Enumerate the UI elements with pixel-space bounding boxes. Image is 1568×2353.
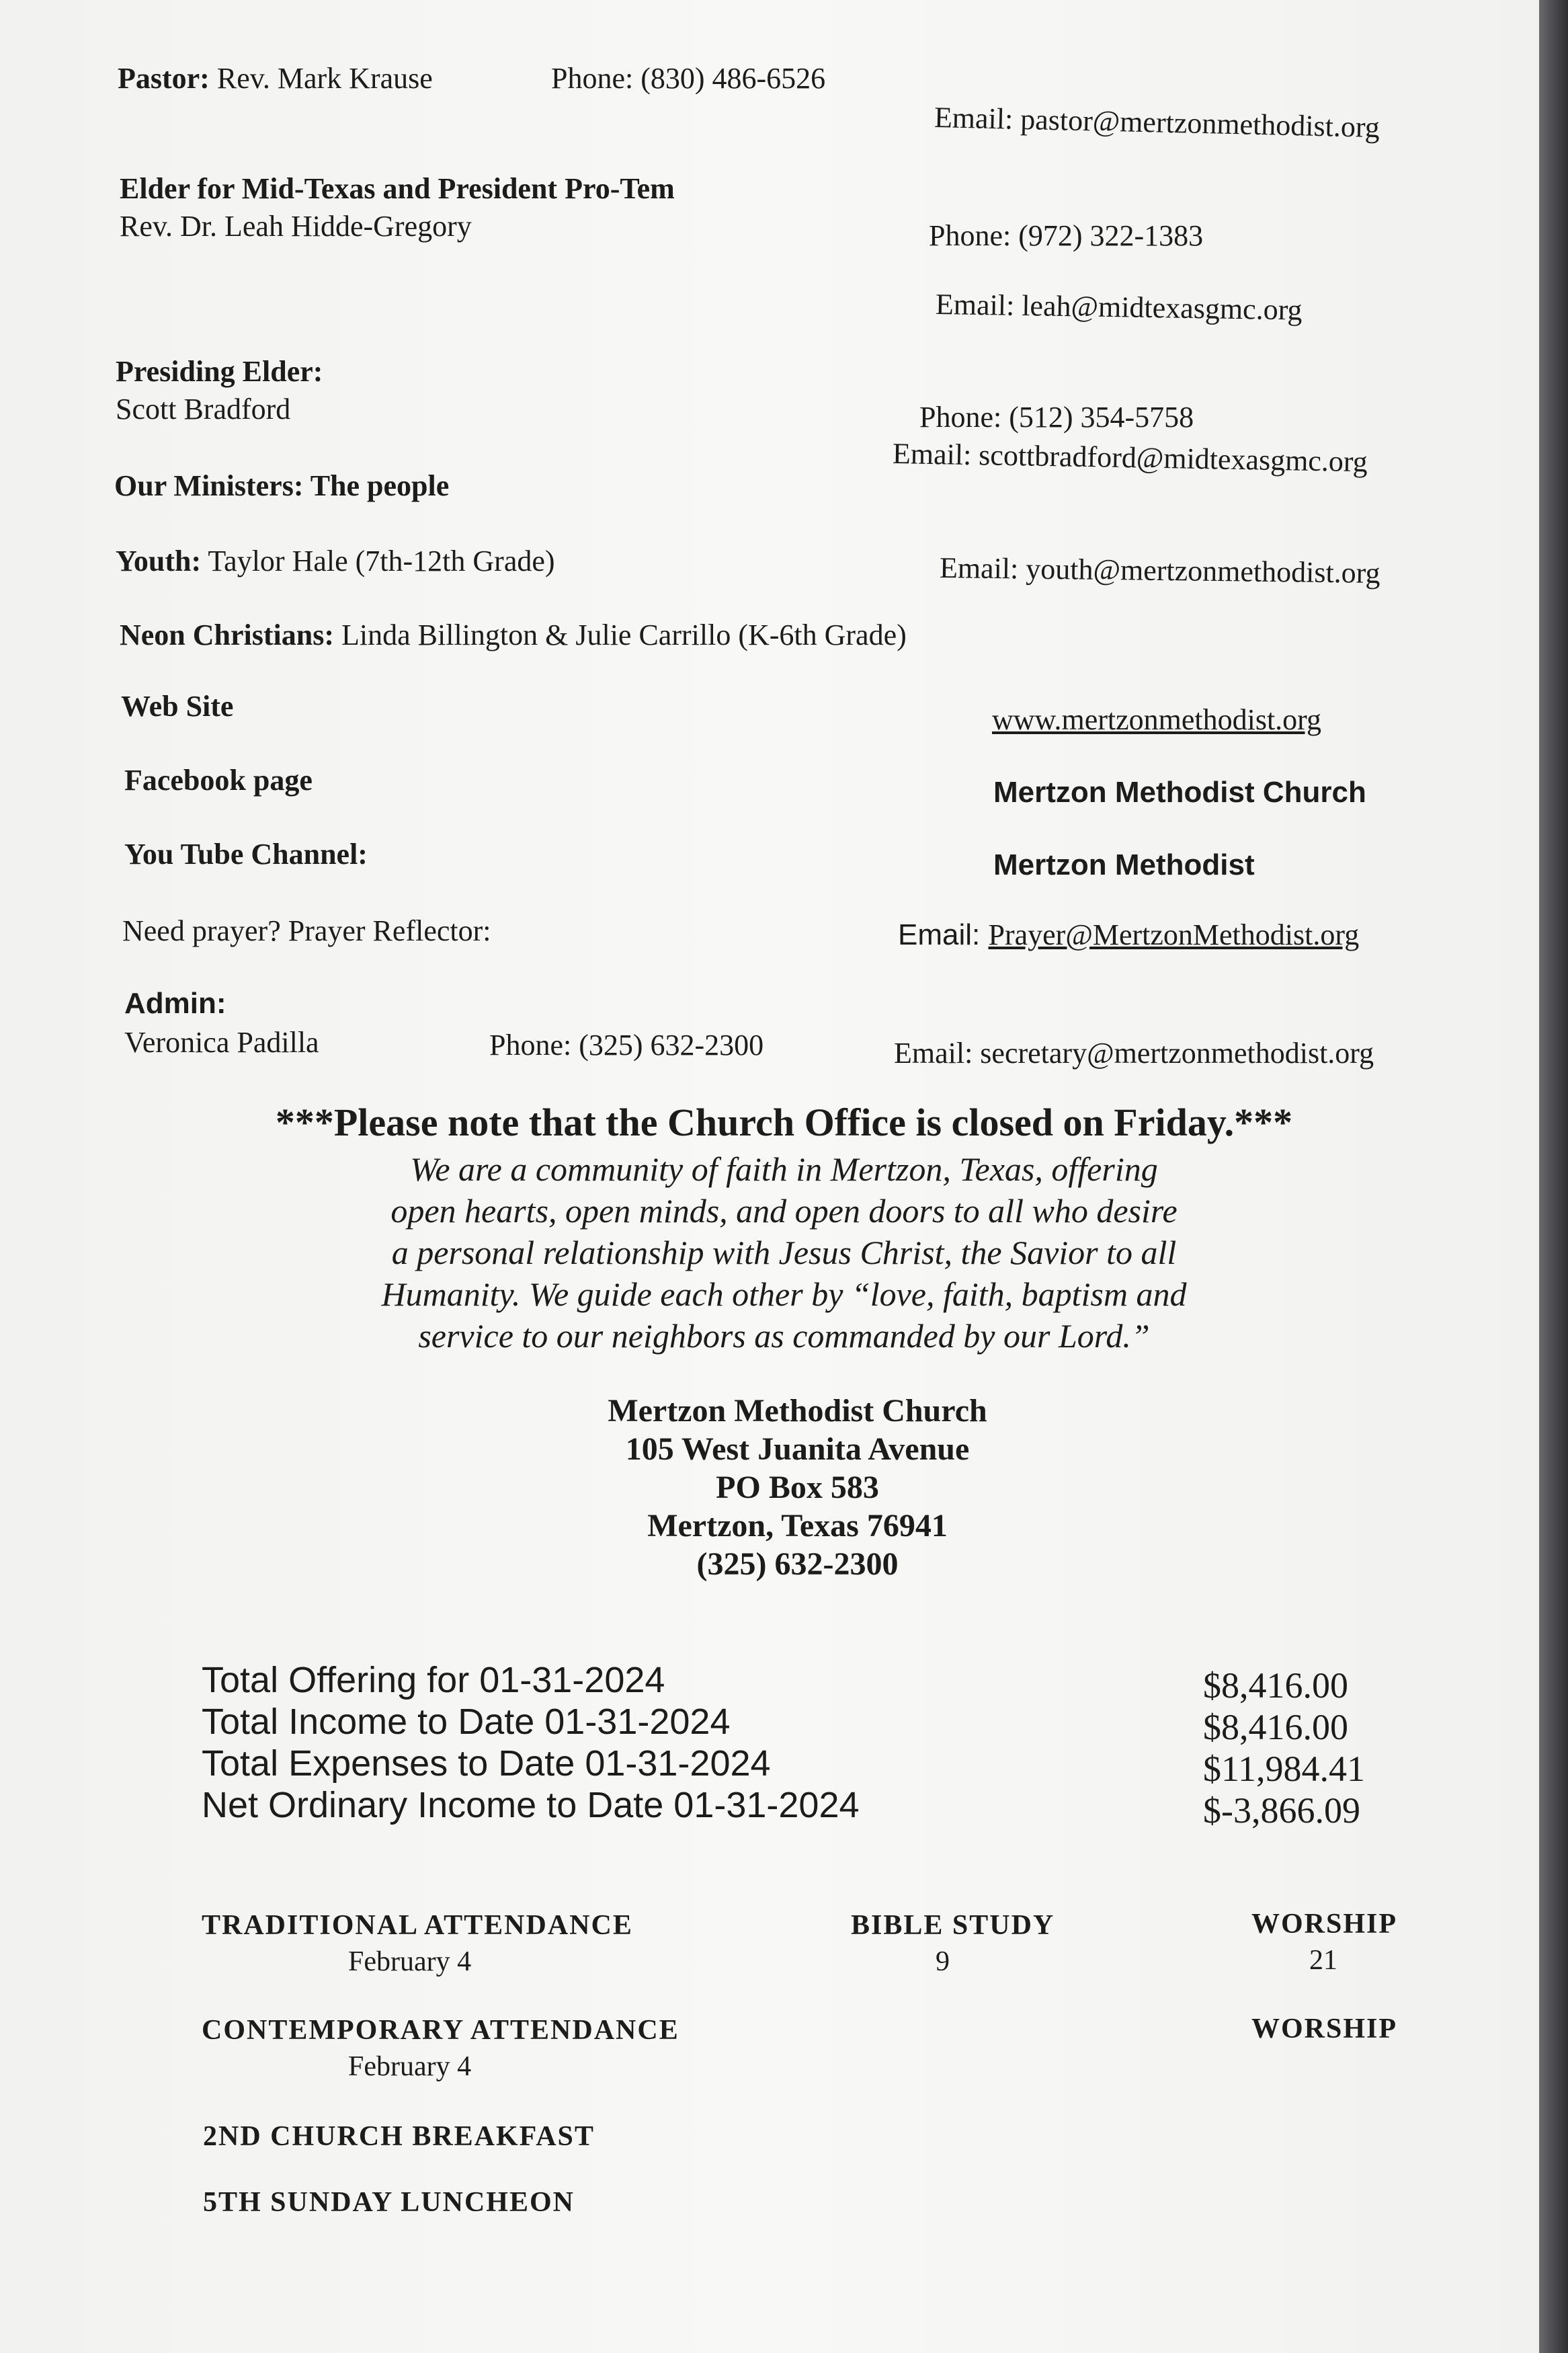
facebook-label: Facebook page xyxy=(124,764,313,797)
traditional-date: February 4 xyxy=(348,1946,472,1977)
finance-label: Total Offering for 01-31-2024 xyxy=(202,1660,665,1700)
admin-phone: Phone: (325) 632-2300 xyxy=(489,1029,764,1062)
mission-line: open hearts, open minds, and open doors to all who desire xyxy=(390,1192,1178,1230)
neon-text: Linda Billington & Julie Carrillo (K-6th Grade) xyxy=(341,619,907,651)
presiding-label: Presiding Elder: xyxy=(116,355,323,388)
youtube-label: You Tube Channel: xyxy=(124,838,368,871)
worship-label: WORSHIP xyxy=(1251,1909,1398,1940)
mission-line: Humanity. We guide each other by “love, faith, baptism and xyxy=(381,1275,1187,1313)
website-label: Web Site xyxy=(121,690,234,723)
bible-study-label: BIBLE STUDY xyxy=(851,1910,1055,1941)
office-closed-notice: ***Please note that the Church Office is closed on Friday.*** xyxy=(275,1101,1293,1144)
finance-value: $11,984.41 xyxy=(1203,1749,1365,1789)
prayer-label: Need prayer? Prayer Reflector: xyxy=(122,914,491,947)
finance-value: $-3,866.09 xyxy=(1203,1790,1360,1831)
pastor-email: Email: pastor@mertzonmethodist.org xyxy=(934,101,1380,145)
presiding-name: Scott Bradford xyxy=(116,393,291,426)
prayer-email-row xyxy=(898,918,1359,953)
mission-line: a personal relationship with Jesus Christ, the Savior to all xyxy=(391,1234,1177,1271)
worship-count: 21 xyxy=(1309,1945,1337,1976)
finance-value: $8,416.00 xyxy=(1203,1665,1348,1706)
pastor-name: Rev. Mark Krause xyxy=(216,62,433,95)
youth-label: Youth: xyxy=(116,545,202,577)
church-address xyxy=(0,1392,1568,1583)
pastor-row xyxy=(118,62,433,96)
contemporary-worship-label: WORSHIP xyxy=(1251,2013,1398,2044)
traditional-attendance-label: TRADITIONAL ATTENDANCE xyxy=(202,1910,633,1941)
address-line: 105 West Juanita Avenue xyxy=(625,1431,970,1467)
elder-email: Email: leah@midtexasgmc.org xyxy=(935,288,1303,327)
elder-name: Rev. Dr. Leah Hidde-Gregory xyxy=(120,210,472,243)
facebook-value: Mertzon Methodist Church xyxy=(993,776,1366,809)
admin-name: Veronica Padilla xyxy=(124,1026,319,1059)
address-line: PO Box 583 xyxy=(716,1470,879,1505)
neon-label: Neon Christians: xyxy=(120,619,335,651)
contemporary-attendance-label: CONTEMPORARY ATTENDANCE xyxy=(202,2015,679,2046)
admin-email: Email: secretary@mertzonmethodist.org xyxy=(894,1037,1374,1070)
pastor-phone: Phone: (830) 486-6526 xyxy=(551,62,826,95)
youtube-value: Mertzon Methodist xyxy=(993,848,1255,881)
address-line: Mertzon, Texas 76941 xyxy=(647,1508,948,1544)
youth-row xyxy=(116,545,555,579)
church-breakfast-label: 2ND CHURCH BREAKFAST xyxy=(203,2121,595,2152)
elder-phone: Phone: (972) 322-1383 xyxy=(929,219,1204,252)
presiding-phone: Phone: (512) 354-5758 xyxy=(919,401,1194,434)
sunday-luncheon-label: 5TH SUNDAY LUNCHEON xyxy=(203,2187,575,2218)
prayer-email-label: Email: xyxy=(898,918,989,951)
presiding-email: Email: scottbradford@midtexasgmc.org xyxy=(892,437,1368,479)
ministers-label: Our Ministers: The people xyxy=(114,469,450,502)
mission-line: service to our neighbors as commanded by our Lord.” xyxy=(418,1317,1150,1355)
address-line: Mertzon Methodist Church xyxy=(608,1393,987,1429)
pastor-label: Pastor: xyxy=(118,62,210,95)
youth-text: Taylor Hale (7th-12th Grade) xyxy=(208,545,555,577)
youth-email: Email: youth@mertzonmethodist.org xyxy=(939,551,1380,590)
contemporary-date: February 4 xyxy=(348,2051,472,2082)
admin-label: Admin: xyxy=(124,987,226,1020)
elder-label: Elder for Mid-Texas and President Pro-Tem xyxy=(120,172,675,205)
address-line: (325) 632-2300 xyxy=(696,1546,899,1582)
finance-label: Net Ordinary Income to Date 01-31-2024 xyxy=(202,1785,860,1825)
neon-row xyxy=(120,619,907,653)
finance-label: Total Expenses to Date 01-31-2024 xyxy=(202,1743,771,1784)
bible-study-count: 9 xyxy=(936,1946,950,1977)
finance-value: $8,416.00 xyxy=(1203,1707,1348,1747)
finance-label: Total Income to Date 01-31-2024 xyxy=(202,1702,731,1742)
mission-line: We are a community of faith in Mertzon, Texas, offering xyxy=(410,1150,1158,1188)
website-link[interactable]: www.mertzonmethodist.org xyxy=(992,703,1322,736)
mission-statement xyxy=(0,1148,1568,1357)
prayer-email-link[interactable]: Prayer@MertzonMethodist.org xyxy=(988,918,1360,951)
